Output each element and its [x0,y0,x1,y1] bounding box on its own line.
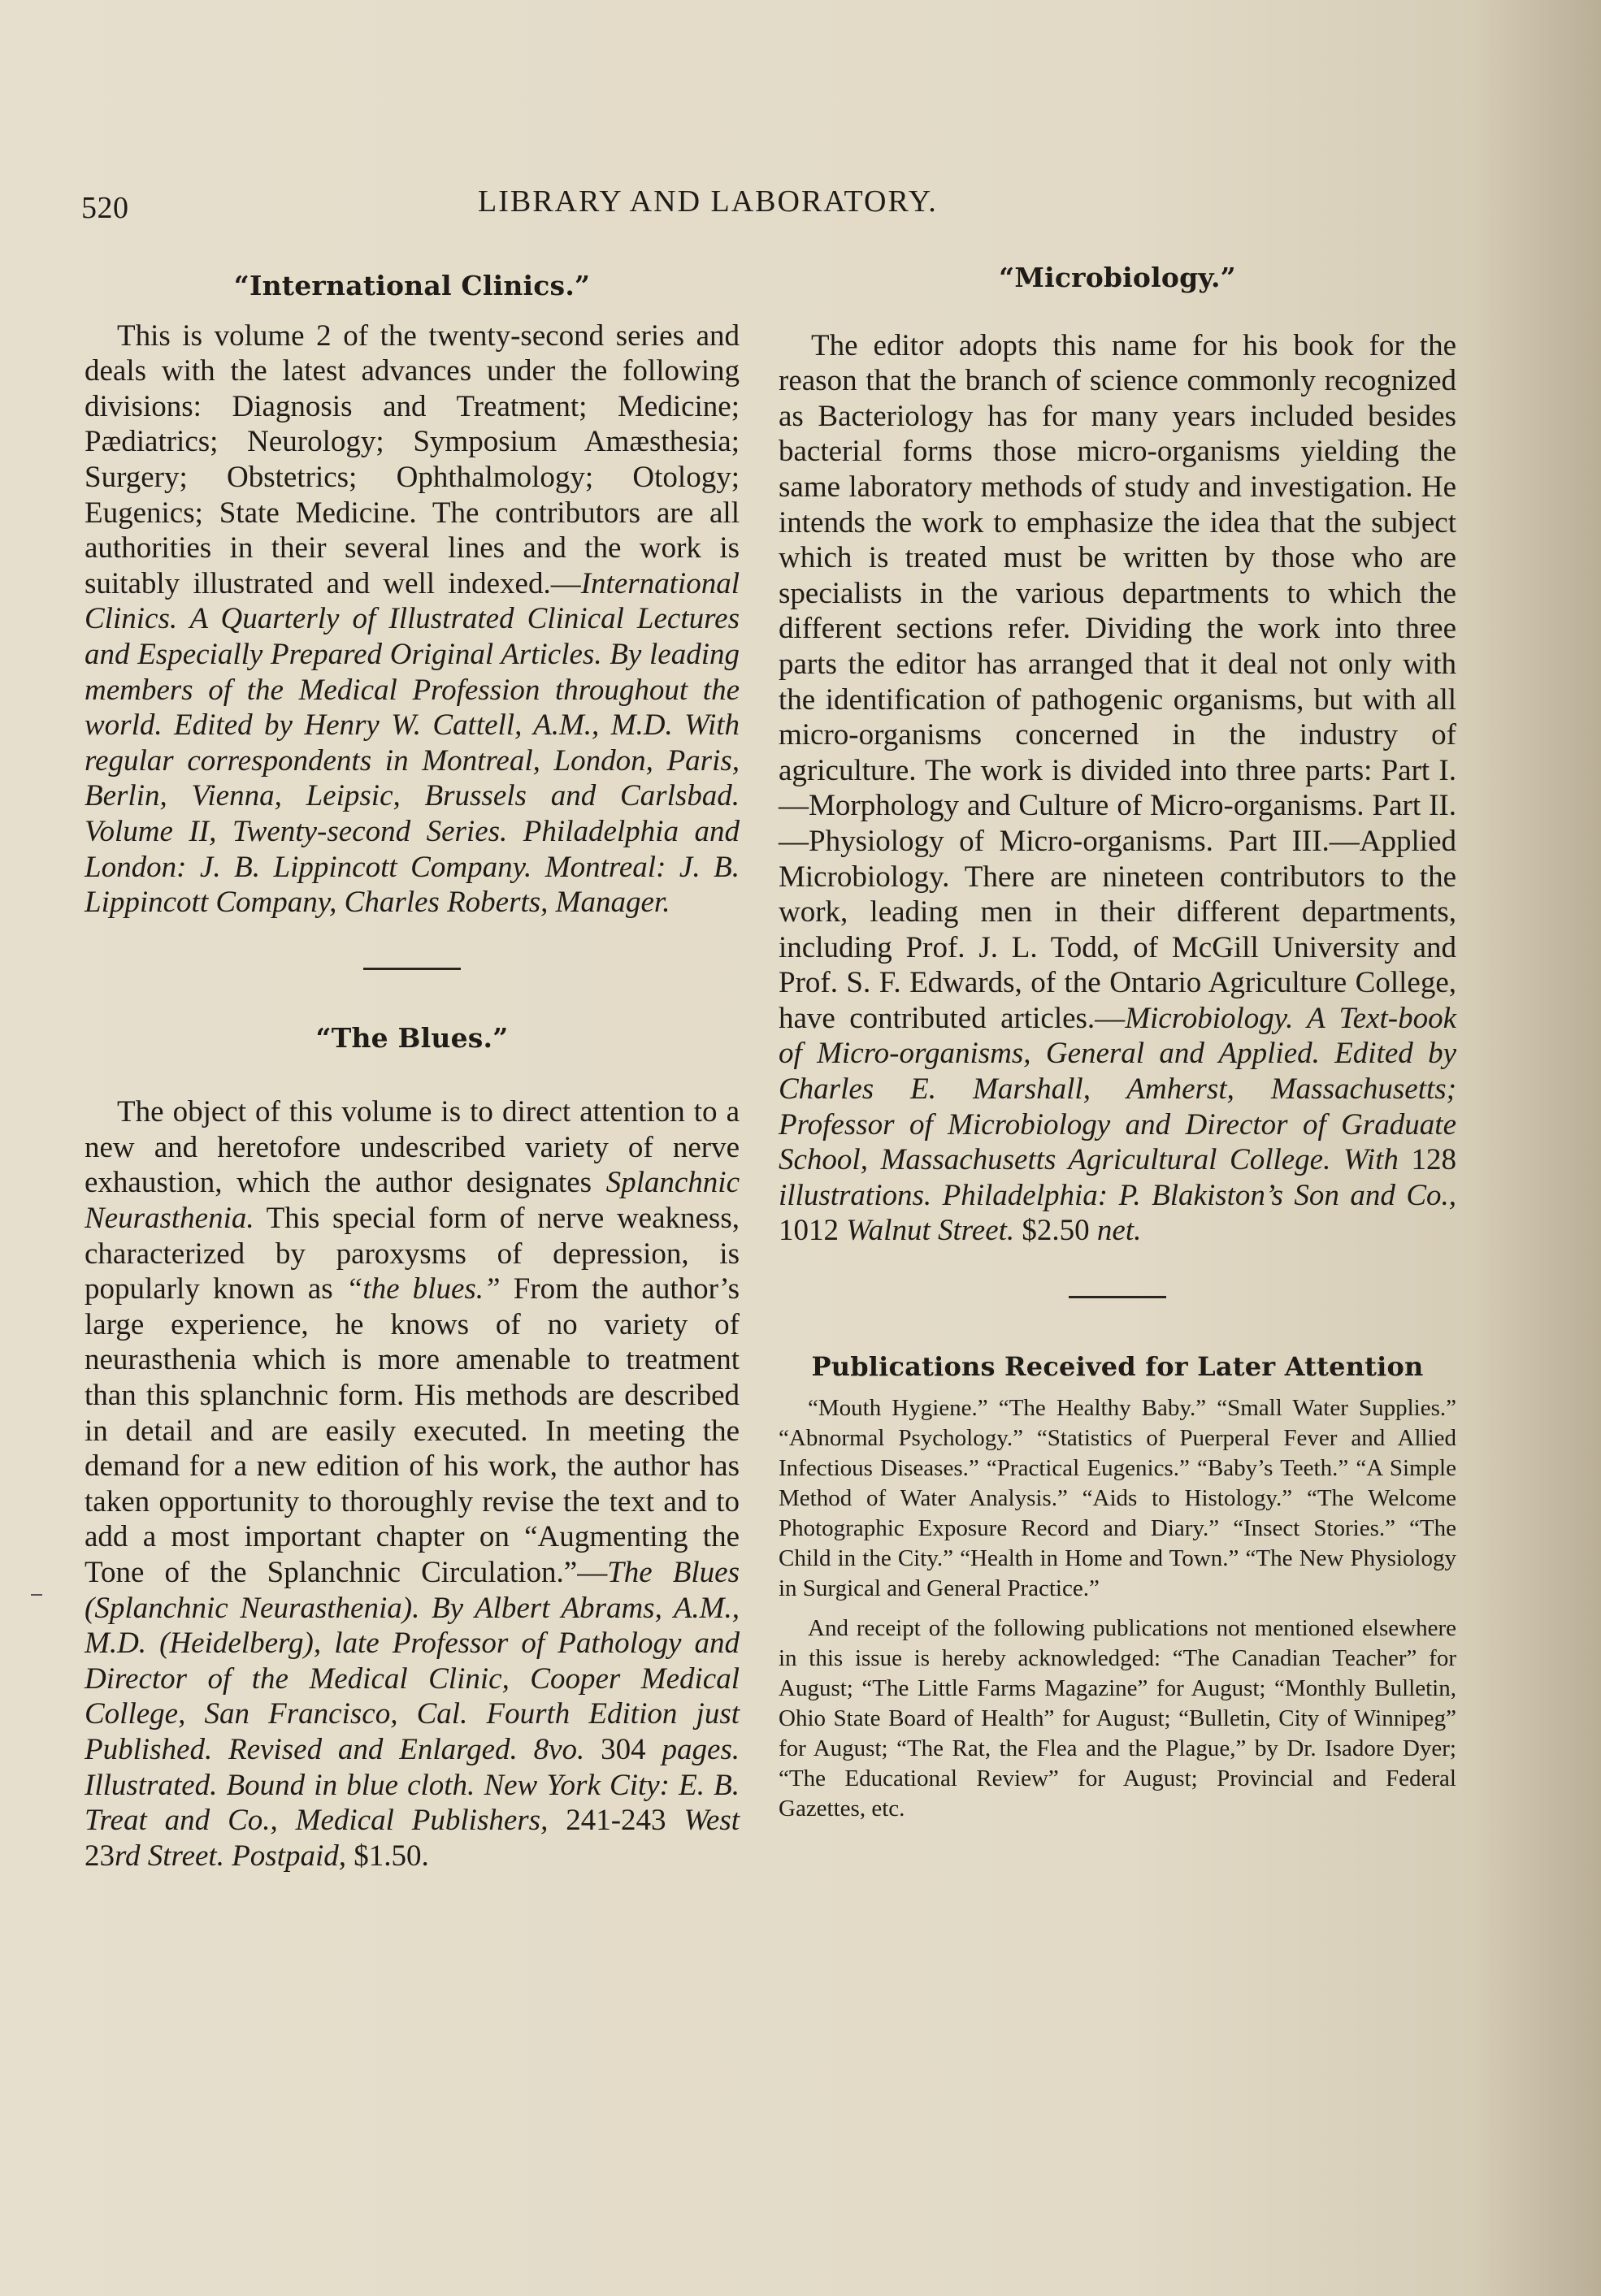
running-title: LIBRARY AND LABORATORY. [478,184,938,219]
review-international-clinics [85,268,740,921]
street-address-number: 241-243 [548,1804,684,1838]
margin-mark [31,1594,42,1596]
review-citation: rd Street. Postpaid, [115,1839,347,1873]
street-address-number: 1012 [779,1214,847,1248]
review-text: The editor adopts this name for his book for the reason that the branch of science commonly recognized as Bacteriology has for many years included besides bacterial forms those micro-organisms yielding the same laboratory methods of study and investigation. He intends the work to emphasize the idea that the subject which is treated must be written by those who are specialists in the various departments to which the different sections refer. Dividing the work into three parts the editor has arranged that it deal not only with the identification of pathogenic organisms, but with all micro-organisms concerned in the industry of agriculture. The work is divided into three parts: Part I.—Morphology and Culture of Micro-organisms. Part II.—Physiology of Micro-organisms. Part III.—Applied Microbiology. There are nineteen contributors to the work, leading men in their different departments, including Prof. J. L. Todd, of McGill University and Prof. S. F. Edwards, of the Ontario Agriculture College, have contributed articles.— [779,328,1456,1035]
review-text: From the author’s large experience, he knows of no variety of neurasthenia which is more amenable to treatment than this splanchnic form. His methods are described in detail and are easily executed. In meeting the demand for a new edition of his work, the author has taken opportunity to thoroughly revise the text and to add a most important chapter on “Augmenting the Tone of the Splanchnic Circulation.”— [85,1272,740,1589]
review-citation: West [683,1804,740,1838]
review-nickname: “the blues.” [345,1272,501,1306]
review-citation: Microbiology. A Text-book of Micro-organisms, General and Applied. Edited by Charles E. Marshall, Amherst, Massachusetts; Professor of Microbiology and Director of Graduate School, Massachusetts Agricultural College. With [779,1001,1456,1177]
review-text: This special form of nerve weakness, characterized by paroxysms of depression, is popularly known as [85,1202,740,1306]
review-body [85,318,740,921]
left-column [85,268,740,1874]
section-divider [363,968,461,970]
review-citation: illustrations. Philadelphia: P. Blakiston’s Son and Co., [779,1178,1456,1212]
right-column [779,260,1456,1834]
review-heading: “International Clinics.” [233,270,591,301]
publications-acknowledgement: And receipt of the following publications not mentioned elsewhere in this issue is hereby acknowledged: “The Canadian Teacher” for August; “The Little Farms Magazine” for August; “Monthly Bulletin, Ohio State Board of Health” for August; “Bulletin, City of Winnipeg” for August; “The Rat, the Flea and the Plague,” by Dr. Isadore Dyer; “The Educational Review” for August; Provincial and Federal Gazettes, etc. [779,1615,1456,1822]
review-text: This is volume 2 of the twenty-second series and deals with the latest advances under the following divisions: Diagnosis and Treatment; Medicine; Pædiatrics; Neurology; Symposium Amæsthesia; Surgery; Obstetrics; Ophthalmology; Otology; Eugenics; State Medicine. The contributors are all authorities in their several lines and the work is suitably illustrated and well indexed.— [85,318,740,600]
review-body [779,328,1456,1249]
review-heading: “Microbiology.” [999,262,1236,293]
publications-received [779,1352,1456,1824]
page-number: 520 [81,191,129,225]
illustration-count: 128 [1398,1143,1456,1177]
section-divider [1069,1296,1166,1298]
review-text: The object of this volume is to direct attention to a new and heretofore undescribed variety of nerve exhaustion, which the author designates [85,1095,740,1200]
review-body [85,1094,740,1874]
publications-heading: Publications Received for Later Attention [811,1351,1424,1383]
page-header [81,184,1016,232]
review-citation: International Clinics. A Quarterly of Illustrated Clinical Lectures and Especially Prepared Original Articles. By leading members of the Medical Profession throughout the world. Edited by Henry W. Cattell, A.M., M.D. With regular correspondents in Montreal, London, Paris, Berlin, Vienna, Leipsic, Brussels and Carlsbad. Volume II, Twenty-second Series. Philadelphia and London: J. B. Lippincott Company. Montreal: J. B. Lippincott Company, Charles Roberts, Manager. [85,566,740,920]
review-the-blues [85,1020,740,1874]
review-citation: The Blues (Splanchnic Neurasthenia). By Albert Abrams, A.M., M.D. (Heidelberg), late Professor of Pathology and Director of the Medical Clinic, Cooper Medical College, San Francisco, Cal. Fourth Edition just Published. Revised and Enlarged. 8vo. [85,1556,740,1766]
book-price: $2.50 [1014,1214,1097,1248]
review-citation: Walnut Street. [846,1214,1015,1248]
book-price: $1.50. [346,1839,429,1873]
street-number: 23 [85,1839,115,1873]
page-count: 304 [584,1732,662,1766]
review-microbiology [779,260,1456,1249]
publications-list: “Mouth Hygiene.” “The Healthy Baby.” “Small Water Supplies.” “Abnormal Psychology.” “Statistics of Puerperal Fever and Allied Infectious Diseases.” “Practical Eugenics.” “Baby’s Teeth.” “A Simple Method of Water Analysis.” “Aids to Histology.” “The Welcome Photographic Exposure Record and Diary.” “Insect Stories.” “The Child in the City.” “Health in Home and Town.” “The New Physiology in Surgical and General Practice.” [779,1395,1456,1602]
review-heading: “The Blues.” [315,1021,509,1054]
review-citation: pages. Illustrated. Bound in blue cloth. New York City: E. B. Treat and Co., Medical Publishers, [85,1732,740,1838]
review-citation: net. [1096,1214,1142,1248]
review-term: Splanchnic Neurasthenia. [85,1166,740,1236]
